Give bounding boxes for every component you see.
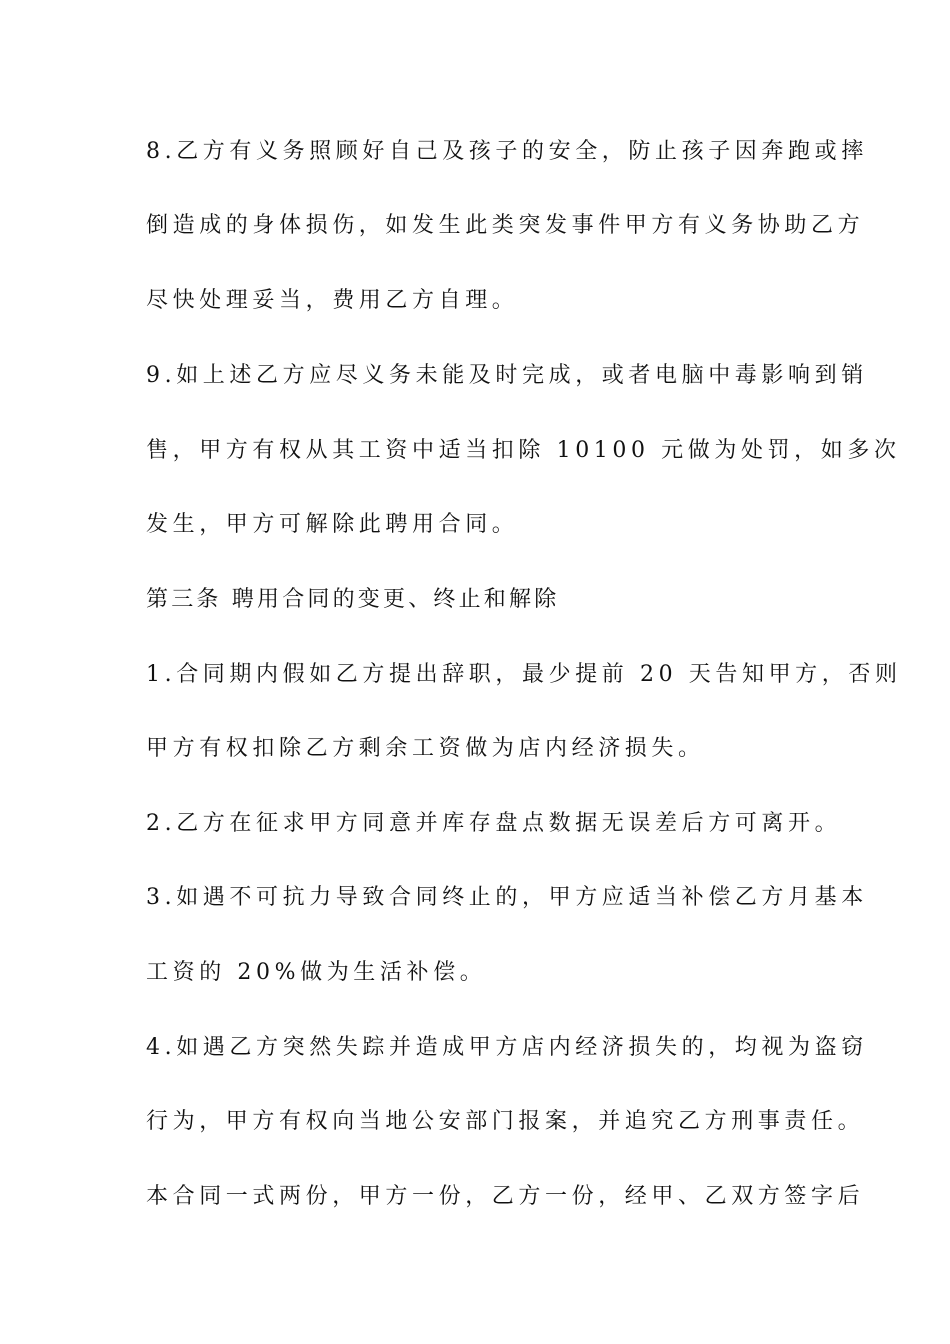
section-heading: 第三条 聘用合同的变更、终止和解除 (146, 587, 560, 612)
paragraph-line: 工资的 20%做为生活补偿。 (146, 960, 487, 985)
paragraph-line: 售，甲方有权从其工资中适当扣除 10100 元做为处罚，如多次 (146, 438, 901, 463)
paragraph-line: 本合同一式两份，甲方一份，乙方一份，经甲、乙双方签字后 (146, 1184, 865, 1209)
paragraph-line: 甲方有权扣除乙方剩余工资做为店内经济损失。 (146, 736, 705, 761)
paragraph-line: 2.乙方在征求甲方同意并库存盘点数据无误差后方可离开。 (146, 811, 842, 836)
paragraph-line: 9.如上述乙方应尽义务未能及时完成，或者电脑中毒影响到销 (146, 363, 868, 388)
paragraph-line: 4.如遇乙方突然失踪并造成甲方店内经济损失的，均视为盗窃 (146, 1035, 868, 1060)
paragraph-line: 8.乙方有义务照顾好自己及孩子的安全，防止孩子因奔跑或摔 (146, 139, 868, 164)
paragraph-line: 3.如遇不可抗力导致合同终止的，甲方应适当补偿乙方月基本 (146, 885, 868, 910)
paragraph-line: 行为，甲方有权向当地公安部门报案，并追究乙方刑事责任。 (146, 1109, 865, 1134)
paragraph-line: 尽快处理妥当，费用乙方自理。 (146, 288, 519, 313)
paragraph-line: 1.合同期内假如乙方提出辞职，最少提前 20 天告知甲方，否则 (146, 662, 902, 687)
paragraph-line: 发生，甲方可解除此聘用合同。 (146, 512, 519, 537)
paragraph-line: 倒造成的身体损伤，如发生此类突发事件甲方有义务协助乙方 (146, 213, 865, 238)
